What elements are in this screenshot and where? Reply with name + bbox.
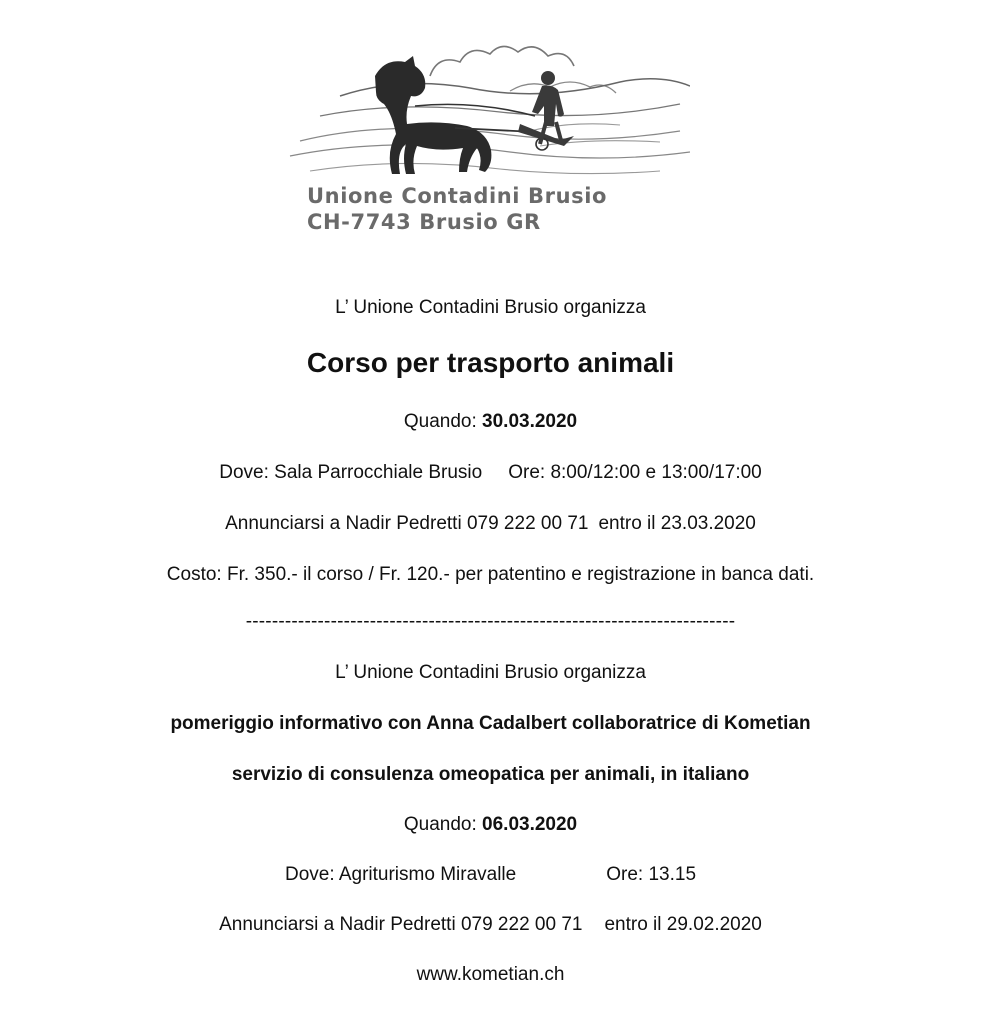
event1-signup-contact: Annunciarsi a Nadir Pedretti 079 222 00 71	[225, 513, 589, 534]
event1-cost: Costo: Fr. 350.- il corso / Fr. 120.- per patentino e registrazione in banca dati.	[166, 564, 815, 585]
event1-when-date: 30.03.2020	[482, 411, 578, 432]
event1-title: Corso per trasporto animali	[306, 347, 675, 378]
event1-where-hours	[0, 461, 981, 485]
logo-address: CH-7743 Brusio GR	[307, 210, 541, 234]
event1-hours: Ore: 8:00/12:00 e 13:00/17:00	[508, 462, 762, 483]
event2-title-line1: pomeriggio informativo con Anna Cadalbert collaboratrice di Kometian	[170, 713, 811, 734]
event2-deadline: entro il 29.02.2020	[604, 914, 762, 935]
separator: ---------------------------------------------------------------------------	[245, 611, 736, 632]
event2-where: Dove: Agriturismo Miravalle	[284, 864, 517, 885]
event1-signup	[0, 512, 981, 536]
event2-signup-contact: Annunciarsi a Nadir Pedretti 079 222 00 71	[219, 914, 583, 935]
event2-title-line2: servizio di consulenza omeopatica per animali, in italiano	[231, 764, 750, 785]
logo	[280, 36, 690, 246]
event2-website[interactable]: www.kometian.ch	[416, 964, 565, 985]
event2-hours: Ore: 13.15	[606, 864, 697, 885]
logo-title: Unione Contadini Brusio	[307, 184, 608, 208]
event1-when	[0, 410, 981, 434]
event1-intro: L’ Unione Contadini Brusio organizza	[335, 297, 646, 318]
event2-when-date: 06.03.2020	[482, 814, 578, 835]
event2-intro: L’ Unione Contadini Brusio organizza	[335, 662, 646, 683]
event1-deadline: entro il 23.03.2020	[598, 513, 756, 534]
horse-plough-farmer-icon	[280, 36, 690, 186]
event2-signup	[0, 913, 981, 937]
event2-where-hours	[0, 863, 981, 887]
event1-when-label: Quando:	[403, 411, 483, 432]
event1-where: Dove: Sala Parrocchiale Brusio	[219, 462, 483, 483]
event2-when	[0, 813, 981, 837]
event2-when-label: Quando:	[403, 814, 483, 835]
